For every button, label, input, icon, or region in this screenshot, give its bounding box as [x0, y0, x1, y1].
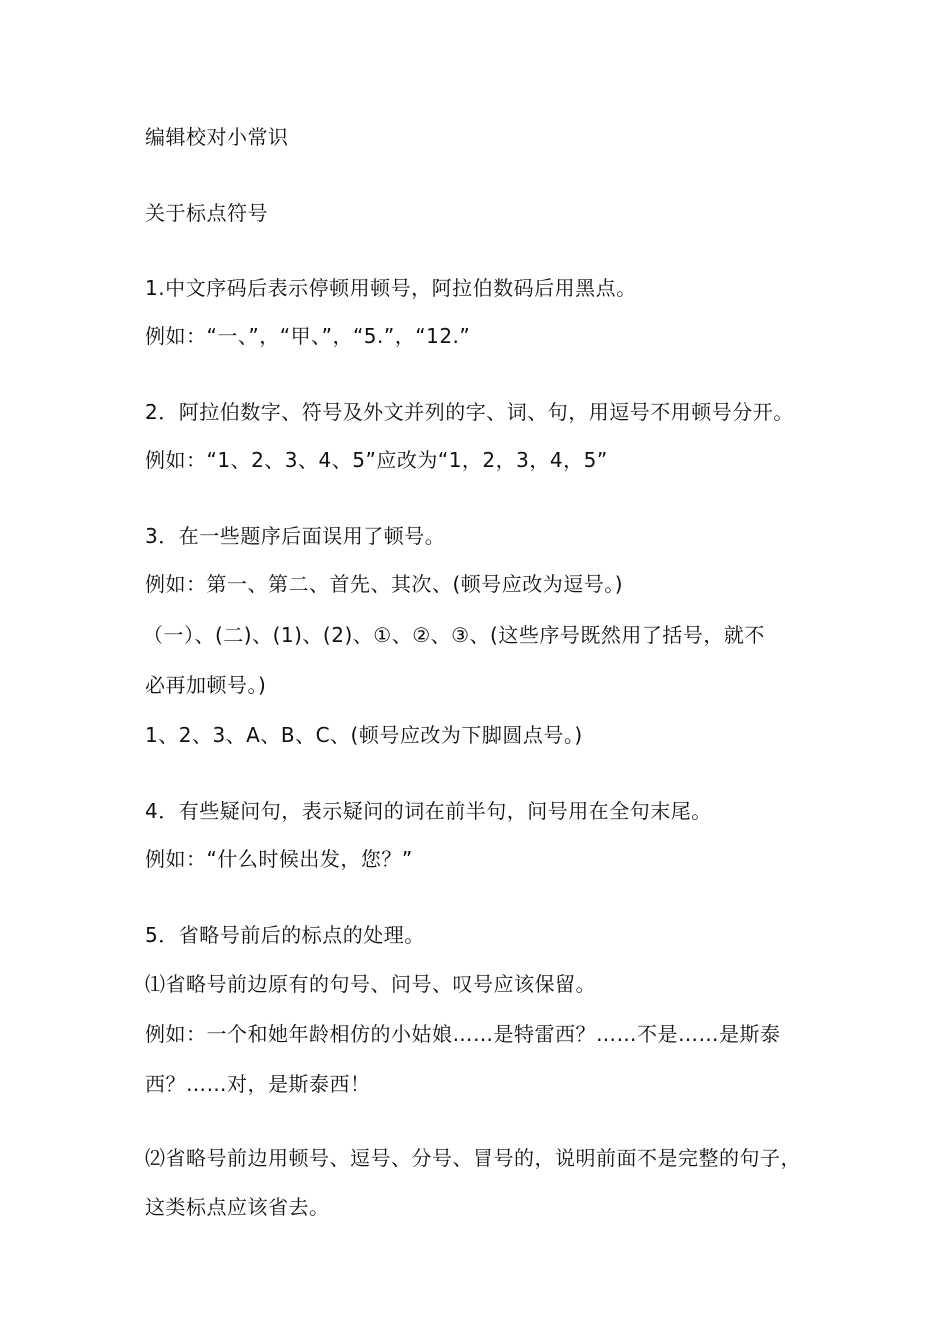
- item-1-heading: 1.中文序码后表示停顿用顿号，阿拉伯数码后用黑点。: [145, 276, 637, 300]
- item-3-example-3: 1、2、3、A、B、C、(顿号应改为下脚圆点号。): [145, 723, 583, 747]
- item-5-sub-2-line-2: 这类标点应该省去。: [145, 1195, 330, 1219]
- item-5-sub-1-example-line-2: 西？……对，是斯泰西！: [145, 1072, 371, 1096]
- doc-title: 编辑校对小常识: [145, 125, 289, 149]
- item-5-sub-1-example-line-1: 例如：一个和她年龄相仿的小姑娘……是特雷西？……不是……是斯泰: [145, 1022, 781, 1046]
- item-3-example-1: 例如：第一、第二、首先、其次、(顿号应改为逗号。): [145, 572, 624, 596]
- item-4-example: 例如：“什么时候出发，您？”: [145, 847, 413, 871]
- item-5-heading: 5．省略号前后的标点的处理。: [145, 923, 425, 947]
- item-2-heading: 2．阿拉伯数字、符号及外文并列的字、词、句，用逗号不用顿号分开。: [145, 400, 794, 424]
- item-3-example-2-line-1: （一）、(二)、(1)、(2)、①、②、③、(这些序号既然用了括号，就不: [143, 623, 765, 647]
- section-heading: 关于标点符号: [145, 201, 268, 225]
- item-5-sub-2-line-1: ⑵省略号前边用顿号、逗号、分号、冒号的，说明前面不是完整的句子，: [145, 1146, 801, 1170]
- item-3-heading: 3．在一些题序后面误用了顿号。: [145, 524, 446, 548]
- item-1-example: 例如：“一、”，“甲、”，“5.”，“12.”: [145, 324, 471, 348]
- item-5-sub-1: ⑴省略号前边原有的句号、问号、叹号应该保留。: [145, 972, 596, 996]
- item-3-example-2-line-2: 必再加顿号。): [145, 673, 267, 697]
- item-2-example: 例如：“1、2、3、4、5”应改为“1，2，3，4，5”: [145, 448, 608, 472]
- item-4-heading: 4．有些疑问句，表示疑问的词在前半句，问号用在全句末尾。: [145, 799, 712, 823]
